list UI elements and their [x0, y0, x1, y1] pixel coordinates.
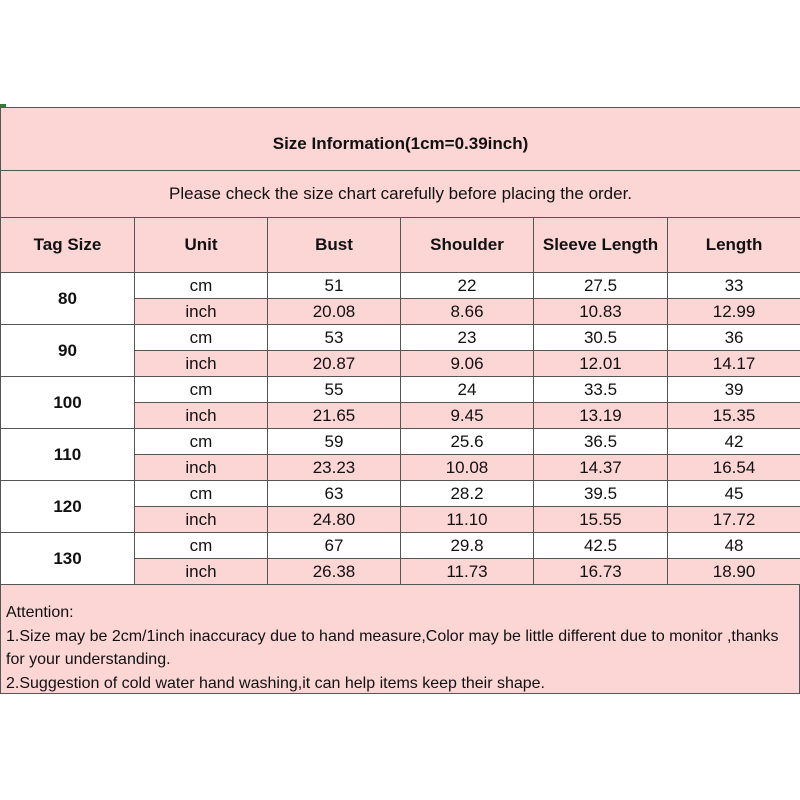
shoulder-cell: 11.73 [401, 559, 534, 585]
bust-cell: 63 [268, 481, 401, 507]
sleeve-length-cell: 30.5 [534, 325, 668, 351]
unit-cell: inch [135, 559, 268, 585]
size-table [0, 107, 800, 585]
shoulder-cell: 23 [401, 325, 534, 351]
shoulder-cell: 28.2 [401, 481, 534, 507]
notes-line-1: 1.Size may be 2cm/1inch inaccuracy due to hand measure,Color may be little different due to monitor ,thanks for your understanding. [6, 627, 779, 668]
tag-size-cell: 130 [1, 533, 135, 585]
shoulder-cell: 8.66 [401, 299, 534, 325]
length-cell: 12.99 [668, 299, 800, 325]
tag-size-cell: 110 [1, 429, 135, 481]
sleeve-length-cell: 16.73 [534, 559, 668, 585]
bust-cell: 67 [268, 533, 401, 559]
chart-title: Size Information(1cm=0.39inch) [1, 108, 800, 171]
header-unit: Unit [135, 218, 268, 273]
bust-cell: 53 [268, 325, 401, 351]
size-row-cm [1, 429, 800, 455]
length-cell: 39 [668, 377, 800, 403]
tag-size-cell: 120 [1, 481, 135, 533]
length-cell: 33 [668, 273, 800, 299]
size-row-cm [1, 325, 800, 351]
unit-cell: inch [135, 507, 268, 533]
length-cell: 42 [668, 429, 800, 455]
unit-cell: cm [135, 325, 268, 351]
unit-cell: cm [135, 273, 268, 299]
size-chart [0, 107, 800, 694]
bust-cell: 51 [268, 273, 401, 299]
sleeve-length-cell: 10.83 [534, 299, 668, 325]
header-length: Length [668, 218, 800, 273]
sleeve-length-cell: 39.5 [534, 481, 668, 507]
sleeve-length-cell: 27.5 [534, 273, 668, 299]
shoulder-cell: 24 [401, 377, 534, 403]
bust-cell: 21.65 [268, 403, 401, 429]
header-shoulder: Shoulder [401, 218, 534, 273]
bust-cell: 59 [268, 429, 401, 455]
length-cell: 16.54 [668, 455, 800, 481]
length-cell: 14.17 [668, 351, 800, 377]
length-cell: 45 [668, 481, 800, 507]
tag-size-cell: 90 [1, 325, 135, 377]
unit-cell: cm [135, 481, 268, 507]
sleeve-length-cell: 42.5 [534, 533, 668, 559]
shoulder-cell: 10.08 [401, 455, 534, 481]
bust-cell: 55 [268, 377, 401, 403]
unit-cell: cm [135, 377, 268, 403]
shoulder-cell: 9.06 [401, 351, 534, 377]
notes-heading: Attention: [6, 604, 74, 621]
shoulder-cell: 9.45 [401, 403, 534, 429]
bust-cell: 23.23 [268, 455, 401, 481]
bust-cell: 26.38 [268, 559, 401, 585]
bust-cell: 24.80 [268, 507, 401, 533]
sleeve-length-cell: 13.19 [534, 403, 668, 429]
length-cell: 15.35 [668, 403, 800, 429]
tag-size-cell: 100 [1, 377, 135, 429]
length-cell: 18.90 [668, 559, 800, 585]
bust-cell: 20.08 [268, 299, 401, 325]
sleeve-length-cell: 12.01 [534, 351, 668, 377]
shoulder-cell: 22 [401, 273, 534, 299]
notes-line-2: 2.Suggestion of cold water hand washing,it can help items keep their shape. [6, 674, 545, 692]
size-row-cm [1, 273, 800, 299]
attention-notes [0, 584, 800, 694]
unit-cell: inch [135, 403, 268, 429]
chart-subtitle: Please check the size chart carefully before placing the order. [1, 171, 800, 218]
sleeve-length-cell: 36.5 [534, 429, 668, 455]
header-sleeve-length: Sleeve Length [534, 218, 668, 273]
length-cell: 36 [668, 325, 800, 351]
size-row-cm [1, 481, 800, 507]
unit-cell: inch [135, 455, 268, 481]
size-row-cm [1, 533, 800, 559]
unit-cell: inch [135, 351, 268, 377]
header-tag-size: Tag Size [1, 218, 135, 273]
sleeve-length-cell: 15.55 [534, 507, 668, 533]
shoulder-cell: 11.10 [401, 507, 534, 533]
unit-cell: cm [135, 429, 268, 455]
length-cell: 17.72 [668, 507, 800, 533]
shoulder-cell: 29.8 [401, 533, 534, 559]
unit-cell: cm [135, 533, 268, 559]
sleeve-length-cell: 14.37 [534, 455, 668, 481]
unit-cell: inch [135, 299, 268, 325]
sleeve-length-cell: 33.5 [534, 377, 668, 403]
header-bust: Bust [268, 218, 401, 273]
length-cell: 48 [668, 533, 800, 559]
shoulder-cell: 25.6 [401, 429, 534, 455]
size-row-cm [1, 377, 800, 403]
tag-size-cell: 80 [1, 273, 135, 325]
bust-cell: 20.87 [268, 351, 401, 377]
